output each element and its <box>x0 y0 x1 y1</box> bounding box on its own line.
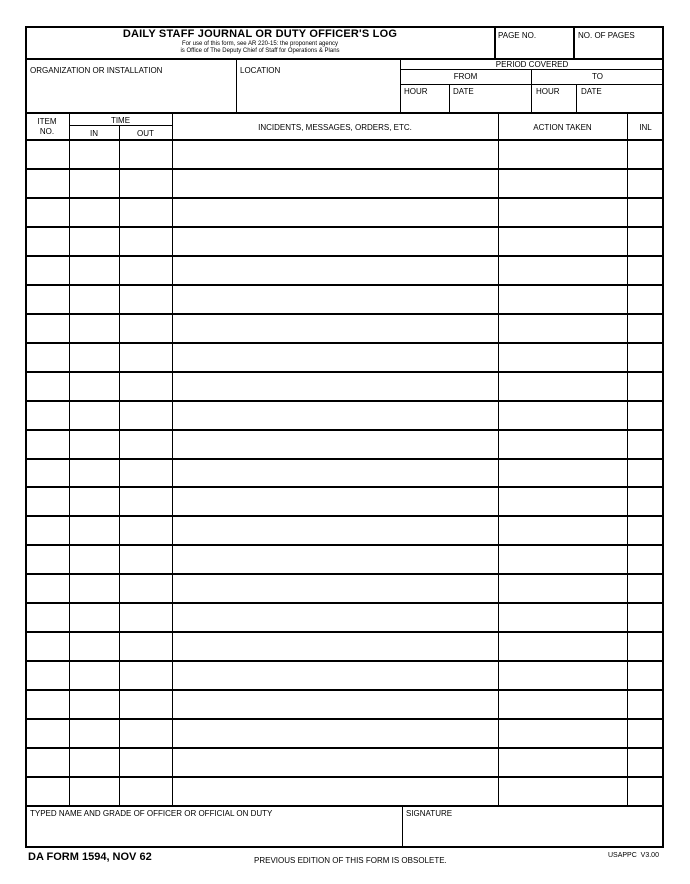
to-date-field[interactable] <box>578 97 661 111</box>
time-out-cell[interactable] <box>120 633 172 660</box>
time-out-cell[interactable] <box>120 662 172 689</box>
item-no-cell[interactable] <box>26 286 69 313</box>
action-taken-cell[interactable] <box>499 749 627 776</box>
item-no-cell[interactable] <box>26 575 69 602</box>
location-field[interactable] <box>239 78 398 110</box>
initials-cell[interactable] <box>628 517 662 544</box>
time-out-cell[interactable] <box>120 228 172 255</box>
action-taken-cell[interactable] <box>499 460 627 487</box>
divider <box>236 59 237 113</box>
obsolete-note: PREVIOUS EDITION OF THIS FORM IS OBSOLETE. <box>254 856 447 865</box>
time-out-cell[interactable] <box>120 431 172 458</box>
time-out-cell[interactable] <box>120 315 172 342</box>
item-no-cell[interactable] <box>26 633 69 660</box>
row-divider <box>25 168 664 170</box>
action-taken-cell[interactable] <box>499 344 627 371</box>
time-in-label: IN <box>90 129 98 138</box>
incident-cell[interactable] <box>173 720 498 747</box>
time-out-cell[interactable] <box>120 257 172 284</box>
incident-cell[interactable] <box>173 633 498 660</box>
row-divider <box>25 313 664 315</box>
time-in-cell[interactable] <box>70 199 119 226</box>
form-subtitle-line2: is Office of The Deputy Chief of Staff for Operations & Plans <box>180 48 340 54</box>
typed-name-label: TYPED NAME AND GRADE OF OFFICER OR OFFICIAL ON DUTY <box>30 809 273 818</box>
incident-cell[interactable] <box>173 431 498 458</box>
initials-cell[interactable] <box>628 402 662 429</box>
time-in-cell[interactable] <box>70 778 119 805</box>
initials-cell[interactable] <box>628 633 662 660</box>
initials-cell[interactable] <box>628 460 662 487</box>
initials-cell[interactable] <box>628 141 662 168</box>
incident-cell[interactable] <box>173 778 498 805</box>
row-divider <box>25 486 664 488</box>
item-no-cell[interactable] <box>26 344 69 371</box>
time-out-label: OUT <box>137 129 154 138</box>
incident-cell[interactable] <box>173 344 498 371</box>
item-no-cell[interactable] <box>26 315 69 342</box>
time-in-cell[interactable] <box>70 170 119 197</box>
from-label: FROM <box>453 72 478 81</box>
divider <box>402 806 403 847</box>
item-no-cell[interactable] <box>26 199 69 226</box>
action-taken-cell[interactable] <box>499 402 627 429</box>
initials-cell[interactable] <box>628 286 662 313</box>
divider <box>573 26 575 59</box>
incident-cell[interactable] <box>173 199 498 226</box>
item-no-cell[interactable] <box>26 749 69 776</box>
to-hour-label: HOUR <box>536 87 560 96</box>
item-no-cell[interactable] <box>26 546 69 573</box>
row-divider <box>25 718 664 720</box>
period-covered-label: PERIOD COVERED <box>495 60 569 69</box>
form-subtitle-line1: For use of this form, see AR 220-15: the proponent agency <box>181 41 339 47</box>
incident-cell[interactable] <box>173 170 498 197</box>
incidents-label: INCIDENTS, MESSAGES, ORDERS, ETC. <box>258 123 412 132</box>
time-in-cell[interactable] <box>70 228 119 255</box>
action-taken-cell[interactable] <box>499 575 627 602</box>
divider <box>449 84 450 113</box>
row-divider <box>25 631 664 633</box>
time-out-cell[interactable] <box>120 170 172 197</box>
initials-cell[interactable] <box>628 662 662 689</box>
action-taken-cell[interactable] <box>499 662 627 689</box>
divider <box>400 69 664 70</box>
initials-cell[interactable] <box>628 344 662 371</box>
incident-cell[interactable] <box>173 402 498 429</box>
item-no-cell[interactable] <box>26 431 69 458</box>
item-no-cell[interactable] <box>26 720 69 747</box>
incident-cell[interactable] <box>173 604 498 631</box>
row-divider <box>25 255 664 257</box>
incident-cell[interactable] <box>173 141 498 168</box>
time-in-cell[interactable] <box>70 315 119 342</box>
action-taken-cell[interactable] <box>499 228 627 255</box>
to-hour-field[interactable] <box>533 97 574 111</box>
time-in-cell[interactable] <box>70 257 119 284</box>
item-no-label-line2: NO. <box>39 127 55 136</box>
incident-cell[interactable] <box>173 662 498 689</box>
incident-cell[interactable] <box>173 575 498 602</box>
incident-cell[interactable] <box>173 373 498 400</box>
initials-cell[interactable] <box>628 546 662 573</box>
incident-cell[interactable] <box>173 546 498 573</box>
time-out-cell[interactable] <box>120 575 172 602</box>
time-out-cell[interactable] <box>120 546 172 573</box>
item-no-cell[interactable] <box>26 228 69 255</box>
action-taken-cell[interactable] <box>499 373 627 400</box>
initials-cell[interactable] <box>628 720 662 747</box>
action-taken-cell[interactable] <box>499 778 627 805</box>
divider <box>576 84 577 113</box>
action-taken-label: ACTION TAKEN <box>533 123 592 132</box>
time-out-cell[interactable] <box>120 517 172 544</box>
time-in-cell[interactable] <box>70 662 119 689</box>
no-of-pages-field[interactable] <box>577 42 661 57</box>
no-of-pages-label: NO. OF PAGES <box>578 31 635 40</box>
action-taken-cell[interactable] <box>499 315 627 342</box>
incident-cell[interactable] <box>173 488 498 515</box>
form-id: DA FORM 1594, NOV 62 <box>28 851 152 863</box>
organization-field[interactable] <box>28 78 234 110</box>
item-no-cell[interactable] <box>26 373 69 400</box>
inl-label: INL <box>639 123 652 132</box>
initials-cell[interactable] <box>628 431 662 458</box>
time-out-cell[interactable] <box>120 344 172 371</box>
page-no-label: PAGE NO. <box>498 31 537 40</box>
row-divider <box>25 544 664 546</box>
action-taken-cell[interactable] <box>499 720 627 747</box>
item-no-cell[interactable] <box>26 402 69 429</box>
time-label: TIME <box>110 116 131 125</box>
row-divider <box>25 747 664 749</box>
signature-field[interactable] <box>405 821 661 845</box>
item-no-cell[interactable] <box>26 604 69 631</box>
action-taken-cell[interactable] <box>499 633 627 660</box>
initials-cell[interactable] <box>628 691 662 718</box>
initials-cell[interactable] <box>628 778 662 805</box>
time-out-cell[interactable] <box>120 749 172 776</box>
time-in-cell[interactable] <box>70 286 119 313</box>
action-taken-cell[interactable] <box>499 199 627 226</box>
row-divider <box>25 429 664 431</box>
action-taken-cell[interactable] <box>499 141 627 168</box>
time-in-cell[interactable] <box>70 575 119 602</box>
time-in-cell[interactable] <box>70 546 119 573</box>
time-in-cell[interactable] <box>70 691 119 718</box>
to-label: TO <box>592 72 603 81</box>
divider <box>400 84 664 85</box>
incident-cell[interactable] <box>173 257 498 284</box>
action-taken-cell[interactable] <box>499 604 627 631</box>
item-no-cell[interactable] <box>26 662 69 689</box>
item-no-cell[interactable] <box>26 778 69 805</box>
initials-cell[interactable] <box>628 257 662 284</box>
row-divider <box>25 689 664 691</box>
item-no-cell[interactable] <box>26 257 69 284</box>
initials-cell[interactable] <box>628 575 662 602</box>
time-out-cell[interactable] <box>120 720 172 747</box>
time-out-cell[interactable] <box>120 460 172 487</box>
time-in-cell[interactable] <box>70 373 119 400</box>
action-taken-cell[interactable] <box>499 286 627 313</box>
row-divider <box>25 226 664 228</box>
time-out-cell[interactable] <box>120 604 172 631</box>
time-out-cell[interactable] <box>120 402 172 429</box>
time-out-cell[interactable] <box>120 778 172 805</box>
divider <box>25 805 664 807</box>
row-divider <box>25 776 664 778</box>
action-taken-cell[interactable] <box>499 257 627 284</box>
from-date-field[interactable] <box>451 97 529 111</box>
signature-label: SIGNATURE <box>406 809 453 818</box>
incident-cell[interactable] <box>173 749 498 776</box>
row-divider <box>25 371 664 373</box>
typed-name-field[interactable] <box>28 821 400 845</box>
item-no-cell[interactable] <box>26 460 69 487</box>
time-out-cell[interactable] <box>120 691 172 718</box>
from-hour-field[interactable] <box>402 97 447 111</box>
time-in-cell[interactable] <box>70 604 119 631</box>
row-divider <box>25 197 664 199</box>
action-taken-cell[interactable] <box>499 488 627 515</box>
item-no-cell[interactable] <box>26 517 69 544</box>
incident-cell[interactable] <box>173 315 498 342</box>
time-in-cell[interactable] <box>70 460 119 487</box>
time-out-cell[interactable] <box>120 488 172 515</box>
action-taken-cell[interactable] <box>499 517 627 544</box>
initials-cell[interactable] <box>628 488 662 515</box>
time-in-cell[interactable] <box>70 344 119 371</box>
time-in-cell[interactable] <box>70 720 119 747</box>
divider <box>531 69 532 113</box>
initials-cell[interactable] <box>628 199 662 226</box>
form-title: DAILY STAFF JOURNAL OR DUTY OFFICER'S LOG <box>122 28 398 40</box>
row-divider <box>25 400 664 402</box>
action-taken-cell[interactable] <box>499 170 627 197</box>
time-in-cell[interactable] <box>70 633 119 660</box>
time-in-cell[interactable] <box>70 402 119 429</box>
divider <box>25 112 664 114</box>
initials-cell[interactable] <box>628 228 662 255</box>
from-hour-label: HOUR <box>404 87 428 96</box>
row-divider <box>25 660 664 662</box>
time-in-cell[interactable] <box>70 431 119 458</box>
row-divider <box>25 515 664 517</box>
time-in-cell[interactable] <box>70 141 119 168</box>
incident-cell[interactable] <box>173 517 498 544</box>
time-out-cell[interactable] <box>120 199 172 226</box>
time-out-cell[interactable] <box>120 286 172 313</box>
initials-cell[interactable] <box>628 315 662 342</box>
time-out-cell[interactable] <box>120 373 172 400</box>
row-divider <box>25 458 664 460</box>
item-no-cell[interactable] <box>26 141 69 168</box>
initials-cell[interactable] <box>628 604 662 631</box>
time-in-cell[interactable] <box>70 749 119 776</box>
action-taken-cell[interactable] <box>499 691 627 718</box>
initials-cell[interactable] <box>628 749 662 776</box>
divider <box>69 125 172 126</box>
form-version: USAPPC V3.00 <box>608 852 659 859</box>
location-label: LOCATION <box>240 66 281 75</box>
row-divider <box>25 284 664 286</box>
row-divider <box>25 573 664 575</box>
to-date-label: DATE <box>581 87 602 96</box>
row-divider <box>25 342 664 344</box>
time-in-cell[interactable] <box>70 517 119 544</box>
organization-label: ORGANIZATION OR INSTALLATION <box>30 66 163 75</box>
incident-cell[interactable] <box>173 691 498 718</box>
time-in-cell[interactable] <box>70 488 119 515</box>
divider <box>494 26 496 59</box>
initials-cell[interactable] <box>628 373 662 400</box>
row-divider <box>25 602 664 604</box>
item-no-cell[interactable] <box>26 691 69 718</box>
time-out-cell[interactable] <box>120 141 172 168</box>
item-no-cell[interactable] <box>26 170 69 197</box>
item-no-cell[interactable] <box>26 488 69 515</box>
from-date-label: DATE <box>453 87 474 96</box>
initials-cell[interactable] <box>628 170 662 197</box>
action-taken-cell[interactable] <box>499 546 627 573</box>
item-no-label-line1: ITEM <box>37 117 57 126</box>
action-taken-cell[interactable] <box>499 431 627 458</box>
incident-cell[interactable] <box>173 286 498 313</box>
incident-cell[interactable] <box>173 228 498 255</box>
incident-cell[interactable] <box>173 460 498 487</box>
page-no-field[interactable] <box>497 42 571 57</box>
